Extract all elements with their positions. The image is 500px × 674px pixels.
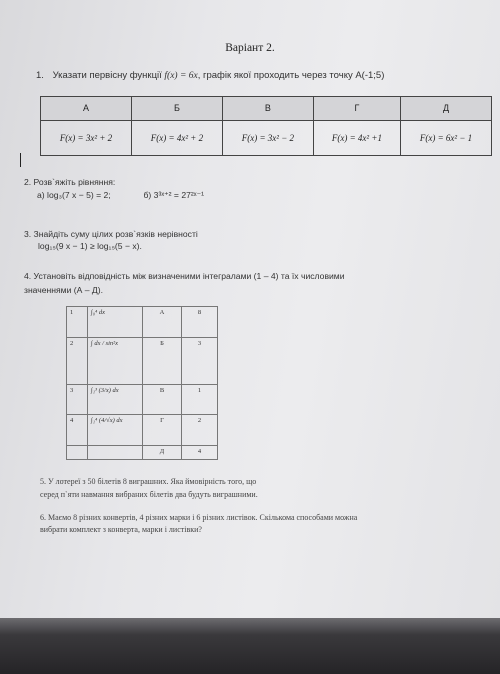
question-6-line-2: вибрати комплект з конверта, марки і листівки? bbox=[40, 525, 202, 534]
option-answer: F(x) = 6x² − 1 bbox=[400, 120, 491, 155]
numeric-value: 8 bbox=[182, 307, 218, 338]
option-letter: В bbox=[222, 97, 313, 121]
value-letter: Д bbox=[143, 445, 182, 459]
option-letter: Г bbox=[313, 97, 400, 121]
numeric-value: 4 bbox=[182, 445, 218, 459]
question-2-title: 2. Розв`яжіть рівняння: bbox=[24, 177, 116, 187]
question-6-line-1: 6. Маємо 8 різних конвертів, 4 різних марки і 6 різних листівок. Скількома способами можна bbox=[40, 513, 358, 522]
option-answer: F(x) = 4x² +1 bbox=[313, 120, 400, 155]
question-1-text: Указати первісну функції bbox=[52, 70, 162, 81]
equation-a: а) log₃(7 x − 5) = 2; bbox=[37, 190, 111, 200]
answer-options-table bbox=[40, 96, 492, 156]
row-number: 1 bbox=[67, 307, 88, 338]
equation-b: б) 3³ˣ⁺² = 27²ˣ⁻¹ bbox=[143, 190, 204, 200]
variant-title: Варіант 2. bbox=[225, 42, 275, 54]
question-4-line-1: 4. Установіть відповідність між визначеними інтегралами (1 – 4) та їх числовими bbox=[24, 271, 345, 281]
question-3-inequality: log₁₅(9 x − 1) ≥ log₁₅(5 − x). bbox=[38, 241, 142, 251]
value-letter: В bbox=[143, 385, 182, 415]
row-number: 4 bbox=[67, 415, 88, 445]
numeric-value: 2 bbox=[182, 415, 218, 445]
question-1 bbox=[36, 70, 384, 82]
question-5-line-2: серед п`яти навмання вибраних білетів два будуть виграшними. bbox=[40, 490, 258, 499]
value-letter: Б bbox=[143, 338, 182, 385]
numeric-value: 3 bbox=[182, 338, 218, 385]
integral-expression: ∫₁³ (3/x) dx bbox=[88, 385, 143, 415]
option-answer: F(x) = 4x² + 2 bbox=[131, 120, 222, 155]
value-letter: А bbox=[143, 307, 182, 338]
integral-expression: ∫ dx / sin²x bbox=[88, 338, 143, 385]
question-1-text-after: , графік якої проходить через точку А(-1;5) bbox=[197, 70, 385, 81]
option-answer: F(x) = 3x² + 2 bbox=[41, 120, 132, 155]
question-5-line-1: 5. У лотереї з 50 білетів 8 виграшних. Яка ймовірність того, що bbox=[40, 477, 257, 486]
integrals-matching-table bbox=[66, 306, 218, 460]
question-3-title: 3. Знайдіть суму цілих розв`язків нерівності bbox=[24, 229, 198, 239]
text-cursor bbox=[20, 153, 21, 167]
integral-expression bbox=[88, 445, 143, 459]
numeric-value: 1 bbox=[182, 385, 218, 415]
option-answer: F(x) = 3x² − 2 bbox=[222, 120, 313, 155]
desk-background bbox=[0, 618, 500, 674]
option-letter: А bbox=[41, 97, 132, 121]
row-number: 2 bbox=[67, 338, 88, 385]
question-1-formula: f(x) = 6x bbox=[164, 71, 198, 81]
question-2-equations bbox=[37, 189, 204, 201]
row-number: 3 bbox=[67, 385, 88, 415]
question-4-line-2: значеннями (А – Д). bbox=[24, 285, 103, 295]
option-letter: Д bbox=[400, 97, 491, 121]
row-number bbox=[67, 445, 88, 459]
integral-expression: ∫₀⁴ dx bbox=[88, 307, 143, 338]
integral-expression: ∫₁⁴ (4/√x) dx bbox=[88, 415, 143, 445]
value-letter: Г bbox=[143, 415, 182, 445]
question-1-number: 1. bbox=[36, 70, 44, 81]
option-letter: Б bbox=[131, 97, 222, 121]
